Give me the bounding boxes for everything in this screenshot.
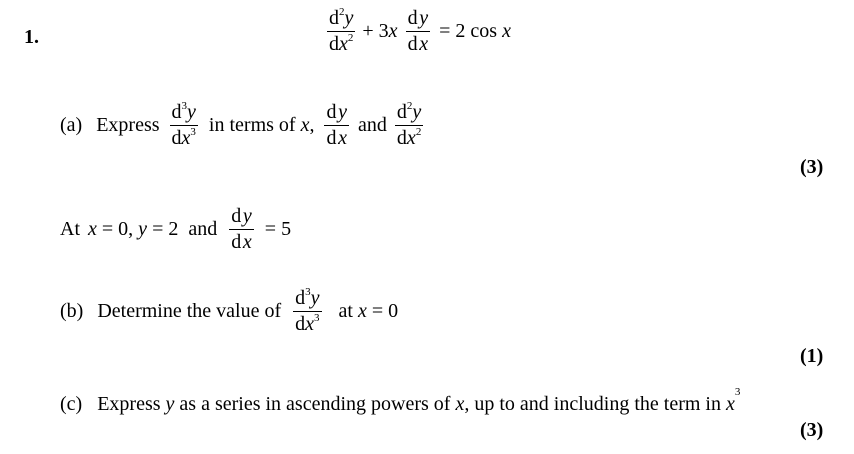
part-label: (a) — [60, 114, 83, 136]
part-label: (b) — [60, 300, 84, 322]
first-derivative-fraction — [324, 102, 349, 149]
part-b — [60, 288, 398, 335]
and-word: and — [188, 218, 218, 240]
var-x: x — [388, 20, 398, 42]
var-y: y — [338, 101, 348, 123]
part-c — [60, 386, 741, 416]
at-word: At — [60, 218, 80, 240]
d-symbol: d — [407, 33, 418, 55]
power: 2 — [347, 32, 354, 45]
var-x: x — [419, 33, 429, 55]
first-derivative-fraction — [406, 8, 431, 55]
d-symbol: d — [231, 231, 242, 253]
x-value: = 0, — [101, 218, 134, 240]
and-word: and — [358, 114, 387, 136]
d-symbol: d — [326, 127, 337, 149]
x-value: = 0 — [371, 300, 399, 322]
third-derivative-fraction — [293, 288, 321, 335]
var-y: y — [165, 393, 175, 415]
var-y: y — [412, 101, 422, 123]
d-symbol: d — [407, 7, 418, 29]
part-a-text: Express — [96, 114, 160, 136]
at-word: at — [338, 300, 353, 322]
derivative-value: = 5 — [264, 218, 292, 240]
plus-term: + 3 — [362, 20, 389, 42]
power: 3 — [734, 386, 741, 399]
var-x: x — [502, 20, 511, 42]
var-x: x — [338, 127, 348, 149]
part-c-marks: (3) — [800, 419, 824, 441]
d-symbol: d — [171, 127, 182, 149]
var-y: y — [310, 287, 320, 309]
var-x: x — [339, 33, 348, 55]
part-a-marks: (3) — [800, 156, 824, 178]
question-number: 1. — [24, 26, 39, 48]
part-a-text: in terms of — [208, 114, 296, 136]
d-symbol: d — [329, 7, 339, 29]
d-symbol: d — [171, 101, 182, 123]
equation-rhs: = 2 cos — [439, 20, 498, 42]
power: 2 — [415, 126, 422, 139]
part-label: (c) — [60, 393, 83, 415]
var-x: x — [406, 127, 416, 149]
var-y: y — [138, 218, 148, 240]
third-derivative-fraction — [170, 102, 198, 149]
var-y: y — [242, 205, 252, 227]
var-x: x — [455, 393, 465, 415]
power: 2 — [406, 100, 413, 113]
var-x: x — [181, 127, 191, 149]
power: 3 — [305, 286, 311, 299]
var-x: x — [305, 313, 315, 335]
part-c-text: , up to and including the term in — [464, 393, 721, 415]
var-x: x — [357, 300, 367, 322]
initial-conditions — [60, 206, 291, 253]
y-value: = 2 — [152, 218, 179, 240]
d-symbol: d — [295, 313, 306, 335]
d-symbol: d — [396, 127, 407, 149]
power: 2 — [339, 6, 345, 19]
second-derivative-fraction — [395, 102, 423, 149]
power: 3 — [314, 312, 320, 325]
part-a — [60, 102, 426, 149]
var-y: y — [344, 7, 354, 29]
first-derivative-fraction — [229, 206, 254, 253]
part-c-text: Express — [97, 393, 161, 415]
part-c-text: as a series in ascending powers of — [179, 393, 451, 415]
power: 3 — [190, 126, 196, 139]
d-symbol: d — [295, 287, 306, 309]
main-equation — [324, 8, 511, 55]
var-y: y — [419, 7, 429, 29]
d-symbol: d — [329, 33, 339, 55]
var-x: x — [300, 114, 310, 136]
d-symbol: d — [231, 205, 242, 227]
var-y: y — [187, 101, 196, 123]
part-b-marks: (1) — [800, 345, 824, 367]
power: 3 — [181, 100, 188, 113]
var-x: x — [242, 231, 252, 253]
comma: , — [309, 114, 315, 136]
d-symbol: d — [396, 101, 407, 123]
d-symbol: d — [326, 101, 337, 123]
second-derivative-fraction — [327, 8, 355, 55]
var-x: x — [725, 393, 735, 415]
part-b-text: Determine the value of — [97, 300, 282, 322]
var-x: x — [88, 218, 97, 240]
